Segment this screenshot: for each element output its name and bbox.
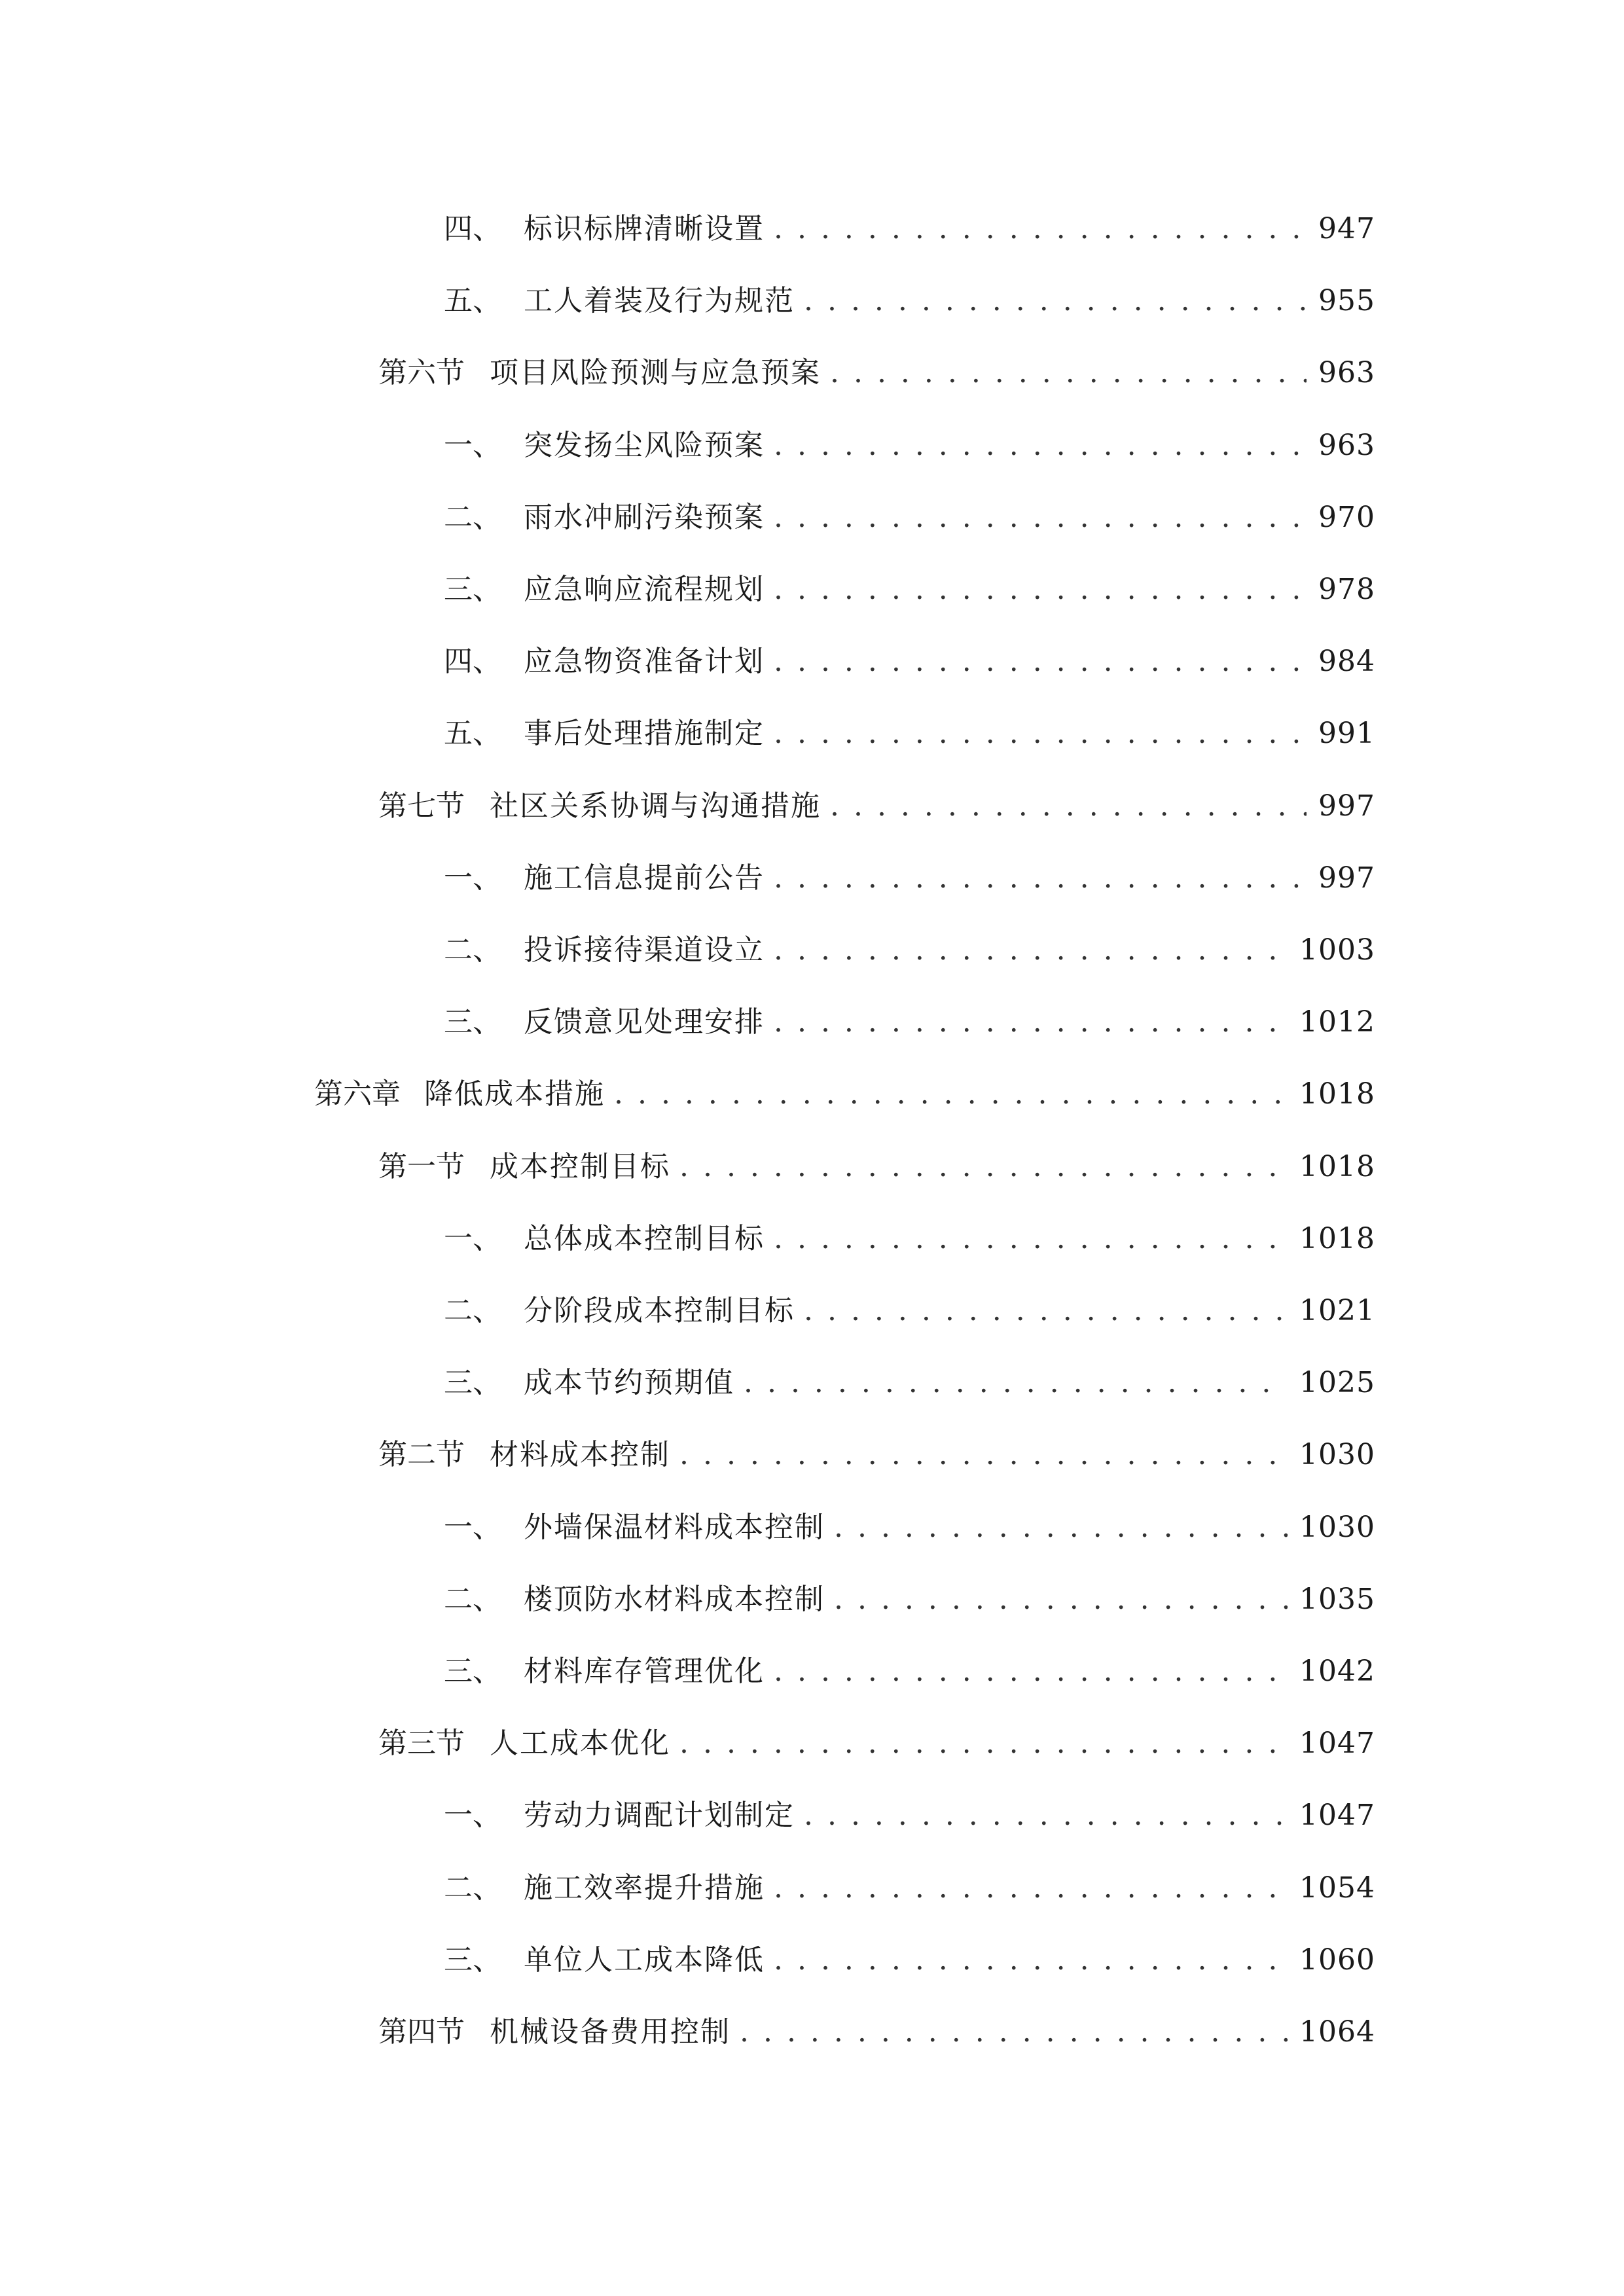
toc-subsection[interactable] (0, 636, 1624, 688)
toc-page-number: 963 (1318, 356, 1375, 390)
toc-page-number: 991 (1318, 717, 1375, 751)
toc-entry-number: 三、 (444, 1366, 501, 1400)
toc-dot-leader (830, 347, 1307, 399)
toc-dot-leader (740, 2006, 1288, 2058)
toc-page-number: 963 (1318, 428, 1375, 462)
toc-entry-title: 突发扬尘风险预案 (524, 428, 765, 462)
toc-dot-leader (744, 1357, 1288, 1409)
toc-subsection[interactable] (0, 1645, 1624, 1698)
toc-dot-leader (679, 1429, 1288, 1481)
toc-entry-number: 第二节 (378, 1438, 465, 1472)
toc-entry-number: 二、 (444, 500, 501, 534)
toc-dot-leader (804, 1789, 1288, 1842)
toc-entry-title: 施工信息提前公告 (524, 861, 765, 895)
toc-dot-leader (774, 420, 1307, 472)
toc-entry-number: 第七节 (378, 789, 465, 823)
toc-subsection[interactable] (0, 1573, 1624, 1626)
toc-page-number: 1047 (1299, 1727, 1375, 1761)
toc-entry-number: 四、 (444, 212, 501, 245)
toc-section[interactable] (0, 2006, 1624, 2058)
toc-page-number: 970 (1318, 500, 1375, 534)
toc-entry-title: 标识标牌清晰设置 (524, 212, 765, 245)
toc-entry-title: 劳动力调配计划制定 (524, 1799, 795, 1833)
toc-entry-number: 一、 (444, 1221, 501, 1255)
toc-entry-number: 第一节 (378, 1149, 465, 1183)
toc-subsection[interactable] (0, 1285, 1624, 1337)
toc-entry-number: 三、 (444, 1655, 501, 1688)
toc-entry-number: 第六节 (378, 356, 465, 390)
toc-dot-leader (804, 1285, 1288, 1337)
toc-page-number: 947 (1318, 212, 1375, 245)
toc-dot-leader (774, 1213, 1288, 1265)
toc-entry-title: 应急物资准备计划 (524, 645, 765, 679)
toc-subsection[interactable] (0, 1862, 1624, 1914)
toc-entry-number: 二、 (444, 1582, 501, 1616)
toc-subsection[interactable] (0, 996, 1624, 1049)
toc-page-number: 1060 (1299, 1943, 1375, 1977)
toc-page-number: 1018 (1299, 1077, 1375, 1111)
toc-entry-number: 二、 (444, 1294, 501, 1327)
toc-page-number: 1030 (1299, 1438, 1375, 1472)
toc-dot-leader (679, 1141, 1288, 1193)
toc-entry-number: 第三节 (378, 1727, 465, 1761)
toc-entry-number: 一、 (444, 861, 501, 895)
toc-section[interactable] (0, 780, 1624, 833)
toc-dot-leader (679, 1717, 1288, 1770)
toc-entry-title: 机械设备费用控制 (490, 2015, 731, 2049)
toc-page-number: 1054 (1299, 1871, 1375, 1905)
toc-page-number: 1035 (1299, 1582, 1375, 1616)
toc-page-number: 1042 (1299, 1655, 1375, 1688)
toc-entry-number: 五、 (444, 284, 501, 318)
toc-dot-leader (774, 996, 1288, 1049)
toc-subsection[interactable] (0, 564, 1624, 616)
toc-entry-title: 事后处理措施制定 (524, 717, 765, 751)
toc-dot-leader (614, 1068, 1288, 1121)
toc-page-number: 997 (1318, 789, 1375, 823)
toc-entry-title: 投诉接待渠道设立 (524, 933, 765, 967)
toc-chapter[interactable] (0, 1068, 1624, 1121)
toc-subsection[interactable] (0, 1357, 1624, 1409)
toc-subsection[interactable] (0, 852, 1624, 905)
toc-subsection[interactable] (0, 1789, 1624, 1842)
toc-entry-title: 降低成本措施 (424, 1077, 605, 1111)
toc-subsection[interactable] (0, 1501, 1624, 1554)
toc-entry-title: 工人着装及行为规范 (524, 284, 795, 318)
toc-dot-leader (830, 780, 1307, 833)
toc-subsection[interactable] (0, 203, 1624, 255)
toc-page-number: 997 (1318, 861, 1375, 895)
toc-subsection[interactable] (0, 420, 1624, 472)
toc-entry-title: 项目风险预测与应急预案 (490, 356, 821, 390)
toc-entry-number: 二、 (444, 1871, 501, 1905)
toc-entry-number: 四、 (444, 645, 501, 679)
toc-subsection[interactable] (0, 708, 1624, 760)
toc-entry-title: 社区关系协调与沟通措施 (490, 789, 821, 823)
toc-dot-leader (774, 636, 1307, 688)
toc-entry-title: 施工效率提升措施 (524, 1871, 765, 1905)
toc-entry-title: 人工成本优化 (490, 1727, 670, 1761)
toc-dot-leader (774, 1862, 1288, 1914)
toc-entry-number: 一、 (444, 1799, 501, 1833)
toc-entry-title: 成本控制目标 (490, 1149, 670, 1183)
toc-entry-title: 应急响应流程规划 (524, 573, 765, 606)
toc-entry-title: 外墙保温材料成本控制 (524, 1510, 825, 1544)
toc-entry-title: 反馈意见处理安排 (524, 1005, 765, 1039)
toc-page-number: 1018 (1299, 1149, 1375, 1183)
toc-entry-title: 雨水冲刷污染预案 (524, 500, 765, 534)
toc-dot-leader (774, 924, 1288, 977)
toc-dot-leader (804, 275, 1307, 327)
toc-section[interactable] (0, 1141, 1624, 1193)
toc-dot-leader (774, 492, 1307, 544)
toc-subsection[interactable] (0, 1213, 1624, 1265)
toc-page-number: 1064 (1299, 2015, 1375, 2049)
toc-entry-number: 第六章 (314, 1077, 401, 1111)
toc-entry-number: 三、 (444, 1943, 501, 1977)
toc-subsection[interactable] (0, 275, 1624, 327)
toc-entry-number: 第四节 (378, 2015, 465, 2049)
toc-entry-title: 单位人工成本降低 (524, 1943, 765, 1977)
toc-page-number: 955 (1318, 284, 1375, 318)
toc-page-number: 978 (1318, 573, 1375, 606)
toc-page-number: 1025 (1299, 1366, 1375, 1400)
toc-dot-leader (774, 564, 1307, 616)
toc-section[interactable] (0, 1429, 1624, 1481)
toc-subsection[interactable] (0, 492, 1624, 544)
toc-entry-title: 楼顶防水材料成本控制 (524, 1582, 825, 1616)
toc-dot-leader (834, 1573, 1288, 1626)
toc-dot-leader (774, 1645, 1288, 1698)
toc-entry-number: 一、 (444, 1510, 501, 1544)
toc-entry-number: 三、 (444, 573, 501, 606)
toc-page-number: 1003 (1299, 933, 1375, 967)
toc-section[interactable] (0, 1717, 1624, 1770)
toc-page-number: 1030 (1299, 1510, 1375, 1544)
toc-page-number: 984 (1318, 645, 1375, 679)
toc-dot-leader (774, 852, 1307, 905)
toc-entry-title: 分阶段成本控制目标 (524, 1294, 795, 1327)
toc-entry-number: 二、 (444, 933, 501, 967)
toc-entry-number: 三、 (444, 1005, 501, 1039)
toc-page-number: 1021 (1299, 1294, 1375, 1327)
toc-subsection[interactable] (0, 924, 1624, 977)
toc-subsection[interactable] (0, 1934, 1624, 1986)
toc-entry-title: 材料库存管理优化 (524, 1655, 765, 1688)
toc-entry-title: 成本节约预期值 (524, 1366, 734, 1400)
toc-entry-number: 一、 (444, 428, 501, 462)
toc-dot-leader (834, 1501, 1288, 1554)
toc-entry-number: 五、 (444, 717, 501, 751)
toc-entry-title: 材料成本控制 (490, 1438, 670, 1472)
toc-section[interactable] (0, 347, 1624, 399)
toc-page-number: 1012 (1299, 1005, 1375, 1039)
toc-page-number: 1047 (1299, 1799, 1375, 1833)
toc-dot-leader (774, 203, 1307, 255)
toc-page-number: 1018 (1299, 1221, 1375, 1255)
toc-dot-leader (774, 708, 1307, 760)
toc-dot-leader (774, 1934, 1288, 1986)
toc-entry-title: 总体成本控制目标 (524, 1221, 765, 1255)
